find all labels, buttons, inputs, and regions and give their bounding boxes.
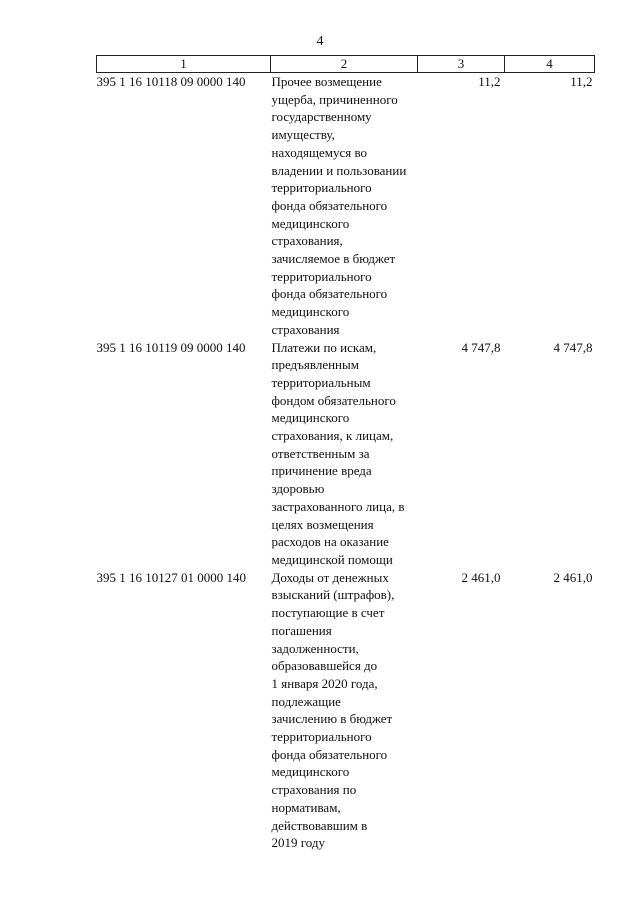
row-description-line: страхования,	[271, 233, 343, 249]
row-description-line: целях возмещения	[271, 516, 374, 532]
row-description-line: погашения	[271, 622, 332, 638]
row-description-line: действовавшим в	[271, 817, 368, 833]
row-description-line: Платежи по искам,	[271, 339, 377, 355]
row-description-line: нормативам,	[271, 799, 341, 815]
row-description-line: взысканий (штрафов),	[271, 587, 395, 603]
row-description-line: предъявленным	[271, 357, 359, 373]
row-code: 395 1 16 10119 09 0000 140	[96, 339, 246, 355]
row-description-line: образовавшейся до	[271, 658, 378, 674]
row-description-line: подлежащие	[271, 693, 341, 709]
row-description-line: фонда обязательного	[271, 746, 388, 762]
row-description-line: зачислению в бюджет	[271, 711, 393, 727]
row-value-col4: 11,2	[570, 74, 593, 89]
table-body	[97, 73, 595, 852]
row-description-line: фонда обязательного	[271, 197, 388, 213]
row-description-line: территориальным	[271, 374, 371, 390]
row-value-col3: 11,2	[478, 74, 501, 89]
column-header-1: 1	[97, 56, 271, 73]
row-description-line: 1 января 2020 года,	[271, 675, 378, 691]
table-header-row	[97, 56, 595, 73]
row-description-line: Прочее возмещение	[271, 74, 382, 89]
table-row	[97, 339, 595, 569]
row-description-line: причинение вреда	[271, 463, 372, 479]
row-description-line: государственному	[271, 109, 372, 125]
budget-table	[96, 55, 595, 852]
row-description-line: территориального	[271, 729, 372, 745]
row-value-col4: 2 461,0	[553, 569, 593, 585]
row-description	[271, 73, 418, 339]
row-description-line: владении и пользовании	[271, 162, 407, 178]
row-description-line: поступающие в счет	[271, 605, 385, 621]
row-code: 395 1 16 10127 01 0000 140	[96, 569, 246, 585]
row-description-line: ответственным за	[271, 445, 370, 461]
row-description-line: ущерба, причиненного	[271, 91, 398, 107]
row-description-line: задолженности,	[271, 640, 359, 656]
column-header-3: 3	[418, 56, 505, 73]
row-description-line: страхования по	[271, 782, 357, 798]
row-description-line: медицинского	[271, 764, 350, 780]
row-description-line: страхования	[271, 321, 340, 337]
row-description-line: медицинской помощи	[271, 551, 393, 567]
row-code: 395 1 16 10118 09 0000 140	[96, 74, 246, 89]
row-description	[271, 339, 418, 569]
row-description-line: территориального	[271, 268, 372, 284]
table-row	[97, 569, 595, 852]
row-description-line: медицинского	[271, 304, 350, 320]
row-description-line: 2019 году	[271, 835, 325, 851]
row-description-line: здоровью	[271, 481, 325, 497]
column-header-4: 4	[505, 56, 595, 73]
row-description-line: фондом обязательного	[271, 392, 396, 408]
row-description-line: медицинского	[271, 215, 350, 231]
row-description-line: имуществу,	[271, 127, 335, 143]
row-description	[271, 569, 418, 852]
row-description-line: Доходы от денежных	[271, 569, 389, 585]
row-description-line: застрахованного лица, в	[271, 498, 405, 514]
row-value-col3: 4 747,8	[461, 339, 501, 355]
row-description-line: зачисляемое в бюджет	[271, 251, 396, 267]
table-row	[97, 73, 595, 339]
row-value-col4: 4 747,8	[553, 339, 593, 355]
row-value-col3: 2 461,0	[461, 569, 501, 585]
row-description-line: расходов на оказание	[271, 534, 389, 550]
column-header-2: 2	[271, 56, 418, 73]
row-description-line: находящемуся во	[271, 144, 368, 160]
page-number: 4	[316, 34, 324, 49]
row-description-line: территориального	[271, 180, 372, 196]
row-description-line: фонда обязательного	[271, 286, 388, 302]
row-description-line: медицинского	[271, 410, 350, 426]
row-description-line: страхования, к лицам,	[271, 428, 394, 444]
